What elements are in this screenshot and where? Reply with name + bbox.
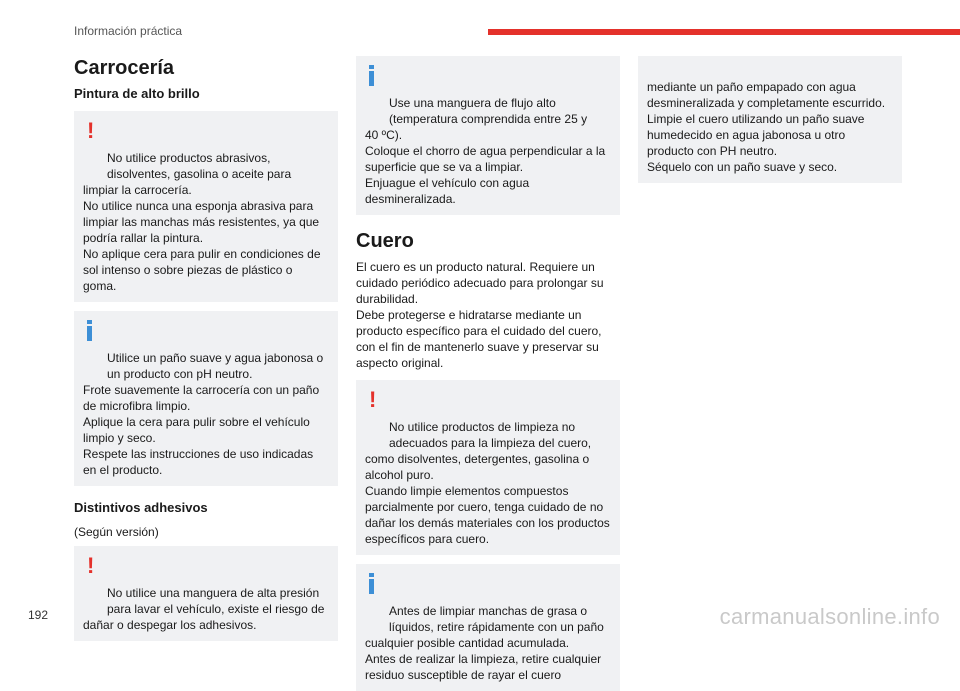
- watermark: carmanualsonline.info: [719, 604, 940, 629]
- warning-paint-rest: limpiar la carrocería. No utilice nunca una esponja abrasiva para limpiar las manchas más resistentes, ya que podría rallar la pintura. No aplique cera para pulir en condiciones de sol intenso o sobre piezas de plástico o goma.: [83, 183, 321, 293]
- column-2: [356, 56, 620, 691]
- info-grease-rest: cualquier posible cantidad acumulada. Antes de realizar la limpieza, retire cualquier residuo susceptible de rayar el cuero: [365, 636, 602, 682]
- subheading-paint: Pintura de alto brillo: [74, 86, 200, 101]
- info-paint-rest: Frote suavemente la carrocería con un paño de microfibra limpio. Aplique la cera para pulir sobre el vehículo limpio y seco. Respete las instrucciones de uso indicadas en el producto.: [83, 383, 320, 477]
- warning-leather-rest: como disolventes, detergentes, gasolina o alcohol puro. Cuando limpie elementos compuestos parcialmente por cuero, tenga cuidado de no dañar los demás materiales con los productos específicos para cuero.: [365, 452, 610, 546]
- warning-stickers-lead: No utilice una manguera de alta presión para lavar el vehículo, existe el riesgo de: [107, 586, 325, 616]
- header-accent-bar: [488, 29, 960, 35]
- warning-paint-lead: No utilice productos abrasivos, disolventes, gasolina o aceite para: [107, 151, 292, 181]
- info-box-paint: [74, 311, 338, 486]
- warning-leather-lead: No utilice productos de limpieza no adecuados para la limpieza del cuero,: [389, 420, 592, 450]
- warning-exclamation-icon: !: [87, 118, 95, 143]
- warning-stickers-rest: dañar o despegar los adhesivos.: [83, 618, 257, 632]
- info-icon: [87, 320, 93, 340]
- warning-box-paint: [74, 111, 338, 302]
- version-note: (Según versión): [74, 525, 159, 539]
- warning-box-stickers: [74, 546, 338, 641]
- column-1: [74, 56, 338, 641]
- column-3: [638, 56, 902, 183]
- warning-box-leather: [356, 380, 620, 555]
- info-continuation-text: mediante un paño empapado con agua desmineralizada y completamente escurrido. Limpie el cuero utilizando un paño suave humedecido en agua jabonosa u otro producto con PH neutro. Séquelo con un paño suave y seco.: [647, 80, 886, 174]
- section-title: Información práctica: [74, 24, 183, 38]
- info-hose-rest: 40 ºC). Coloque el chorro de agua perpendicular a la superficie que se va a limpiar. Enjuague el vehículo con agua desmineralizada.: [365, 128, 606, 206]
- info-box-continuation: [638, 56, 902, 183]
- heading-cuero: Cuero: [356, 230, 414, 252]
- info-paint-lead: Utilice un paño suave y agua jabonosa o un producto con pH neutro.: [107, 351, 324, 381]
- subheading-stickers: Distintivos adhesivos: [74, 500, 208, 515]
- leather-intro: El cuero es un producto natural. Requiere un cuidado periódico adecuado para prolongar su durabilidad. Debe protegerse e hidratarse mediante un producto específico para el cuidado del cuero, con el fin de mantenerlo suave y preservar su aspecto original.: [356, 260, 604, 370]
- warning-exclamation-icon: !: [87, 553, 95, 578]
- info-hose-lead: Use una manguera de flujo alto (temperatura comprendida entre 25 y: [389, 96, 588, 126]
- info-icon: [369, 573, 375, 593]
- info-icon: [369, 65, 375, 85]
- info-box-hose: [356, 56, 620, 215]
- page-number: 192: [28, 608, 49, 622]
- heading-carroceria: Carrocería: [74, 57, 175, 79]
- info-grease-lead: Antes de limpiar manchas de grasa o líquidos, retire rápidamente con un paño: [389, 604, 604, 634]
- warning-exclamation-icon: !: [369, 387, 377, 412]
- info-box-grease: [356, 564, 620, 691]
